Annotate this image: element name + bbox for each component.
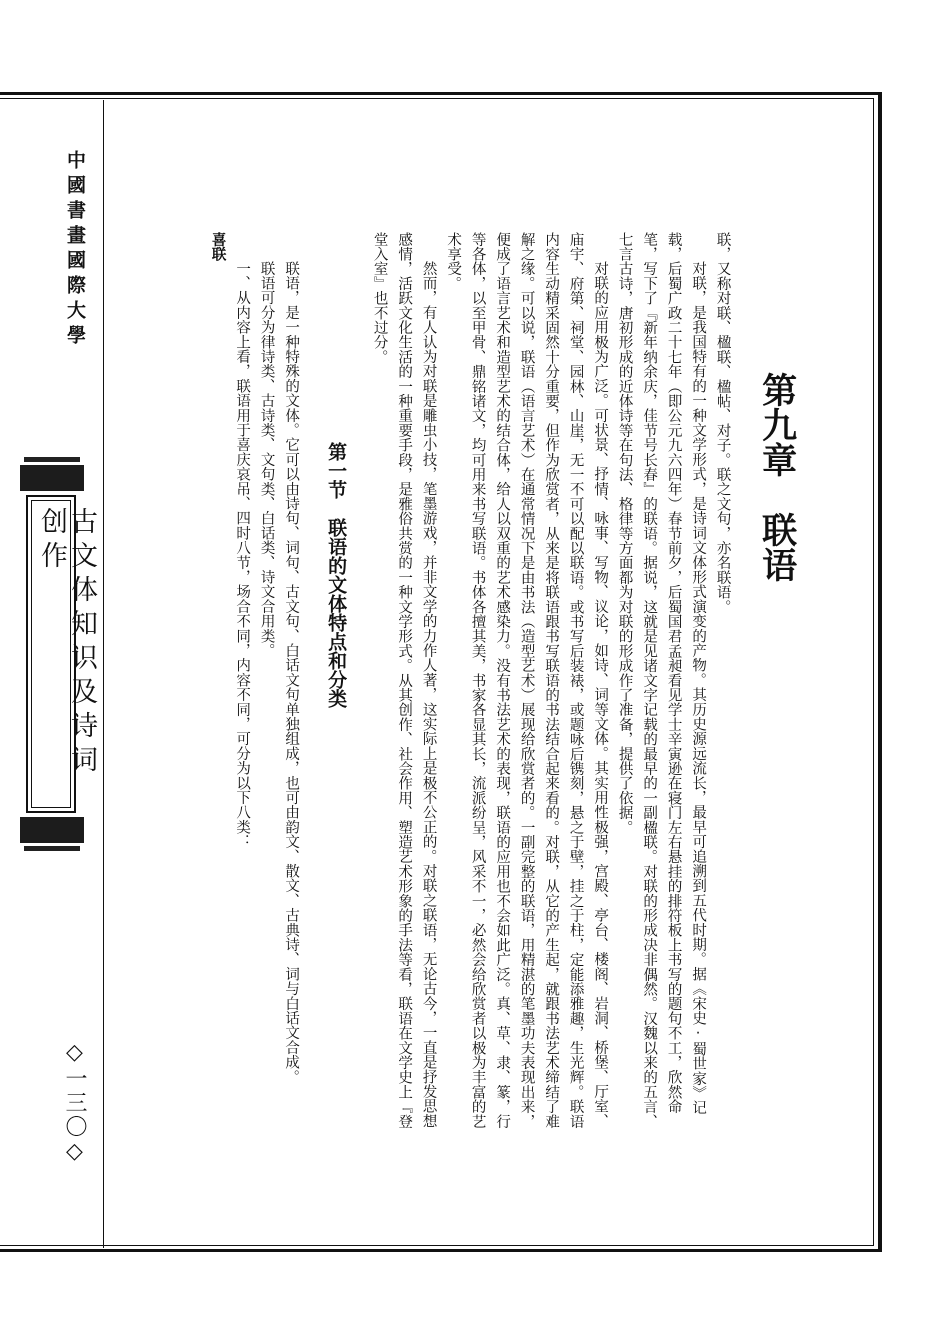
section-paragraph: 联语可分为律诗类、古诗类、文句类、白话类、诗文合用类。 (258, 261, 275, 658)
tab-top-cap (20, 465, 84, 491)
intro-paragraph: 对联，是我国特有的一种文学形式，是诗词文体形式演变的产物。其历史源远流长，最早可追溯到五代时期。据《宋史·蜀世家》记载，后蜀广政二十七年（即公元九六四年）春节前夕，后蜀国君孟昶看见学士辛寅逊在寝门左右悬挂的排符板上书写的题句不工，欣然命笔，写下了『新年纳余庆，佳节号长春』的联语。据说，这就是见诸文字记载的最早的一副楹联。对联的形成决非偶然。汉魏以来的五言、七言古诗，唐初形成的近体诗等在句法、格律等方面都为对联的形成作了准备，提供了依据。 (616, 232, 707, 1129)
tab-bottom-bar (24, 846, 80, 851)
main-text (180, 232, 820, 1142)
tab-body (26, 495, 97, 813)
chapter-title: 第九章 联语 (756, 372, 797, 582)
margin-divider (103, 100, 104, 1248)
intro-paragraph: 然而，有人认为对联是雕虫小技，笔墨游戏，并非文学的力作人著，这实际上是极不公正的。对联之联语，无论古今，一直是抒发思想感情，活跃文化生活的一种重要手段，是雅俗共赏的一种文学形式。从其创作、社会作用、塑造艺术形象的手法等看，联语在文学史上『登堂入室』也不过分。 (371, 232, 437, 1129)
page-number: ◇一三〇◇ (62, 1040, 87, 1166)
category-heading: 喜联 (209, 232, 226, 261)
tab-top-bar (24, 457, 80, 462)
section-paragraph: 联语，是一种特殊的文体。它可以由诗句、词句、古文句、白话文句单独组成，也可由韵文、散文、古典诗、词与白话文合成。 (283, 261, 300, 1085)
tab-bottom-cap (20, 817, 84, 843)
section-paragraph: 一、从内容上看，联语用于喜庆哀吊、四时八节，场合不同，内容不同，可分为以下八类： (234, 261, 251, 849)
book-title-tab (20, 457, 97, 851)
intro-paragraph: 联，又称对联、楹联、楹帖、对子。联之文句，亦名联语。 (714, 232, 731, 615)
section-title: 第一节 联语的文体特点和分类 (325, 442, 348, 708)
series-title: 中國書畫國際大學 (64, 150, 86, 350)
intro-paragraph: 对联的应用极为广泛。可状景、抒情、咏事、写物、议论，如诗、词等文体。其实用性极强，宫殿、亭台、楼阁、岩洞、桥堡、厅室、庙宇、府第、祠堂、园林、山崖，无一不可以配以联语。或书写后装裱，或题咏后镌刻，悬之于壁，挂之于柱，定能添雅趣，生光辉。联语内容生动精采固然十分重要，但作为欣赏者，从来是将联语跟书写联语的书法结合起来看的。对联，从它的产生起，就跟书法艺术缔结了难解之缘。可以说，联语（语言艺术）在通常情况下是由书法（造型艺术）展现给欣赏者的。一副完整的联语，用精湛的笔墨功夫表现出来，便成了语言艺术和造型艺术的结合体，给人以双重的艺术感染力。没有书法艺术的表现，联语的应用也不会如此广泛。真、草、隶、篆，行等各体，以至甲骨、鼎铭诸文，均可用来书写联语。书体各擅其美，书家各显其长，流派纷呈，风采不一，必然会给欣赏者以极为丰富的艺术享受。 (445, 232, 609, 1129)
book-title: 古文体知识及诗词创作 (36, 507, 97, 779)
